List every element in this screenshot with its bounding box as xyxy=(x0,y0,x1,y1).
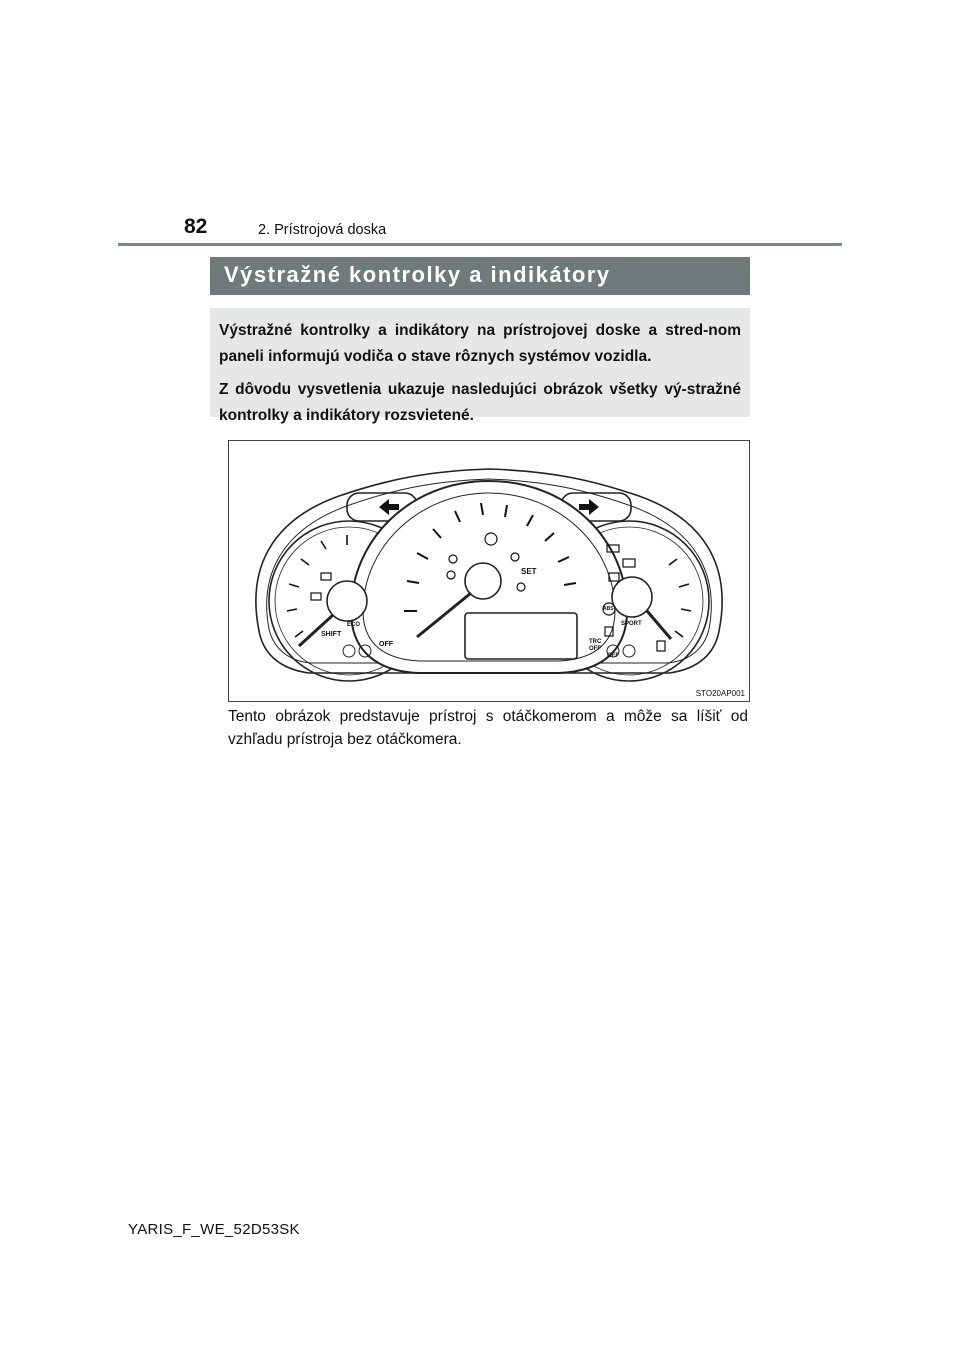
figure-code: STO20AP001 xyxy=(695,689,745,698)
page-number: 82 xyxy=(184,215,208,238)
turn-right-icon xyxy=(579,499,599,515)
header-rule xyxy=(118,243,842,246)
turn-left-icon xyxy=(379,499,399,515)
intro-paragraph-2: Z dôvodu vysvetlenia ukazuje nasledujúci obrázok všetky vý-stražné kontrolky a indikátory rozsvietené. xyxy=(219,381,741,424)
vsc-off-label: OFF xyxy=(607,653,619,659)
set-label: SET xyxy=(521,567,537,576)
fuel-icon xyxy=(657,641,665,651)
trc-off-label: TRC OFF xyxy=(589,639,602,652)
right-needle xyxy=(647,611,671,639)
off-label-left: OFF xyxy=(379,641,393,648)
intro-box xyxy=(210,308,750,424)
cluster-illustration xyxy=(229,441,749,701)
instrument-cluster-figure xyxy=(228,440,750,702)
right-gauge-hub xyxy=(612,577,652,617)
footer-code: YARIS_F_WE_52D53SK xyxy=(128,1221,300,1238)
heading-text: Výstražné kontrolky a indikátory xyxy=(224,262,611,287)
tire-pressure-icon xyxy=(623,559,635,567)
heading-bar xyxy=(210,257,750,295)
right-gauge-ticks xyxy=(669,559,691,637)
sport-label: SPORT xyxy=(621,621,642,627)
intro-paragraph-1: Výstražné kontrolky a indikátory na prístrojovej doske a stred-nom paneli informujú vodiča o stave rôznych systémov vozidla. xyxy=(219,322,741,365)
figure-caption: Tento obrázok predstavuje prístroj s otáčkomerom a môže sa líšiť od vzhľadu prístroja bez otáčkomera. xyxy=(228,708,748,748)
battery-icon xyxy=(311,593,321,600)
abs-label: ABS xyxy=(603,606,614,612)
section-title: 2. Prístrojová doska xyxy=(258,222,387,238)
engine-icon xyxy=(321,573,331,580)
shift-label: SHIFT xyxy=(321,631,342,638)
eco-label: ECO xyxy=(347,622,361,628)
